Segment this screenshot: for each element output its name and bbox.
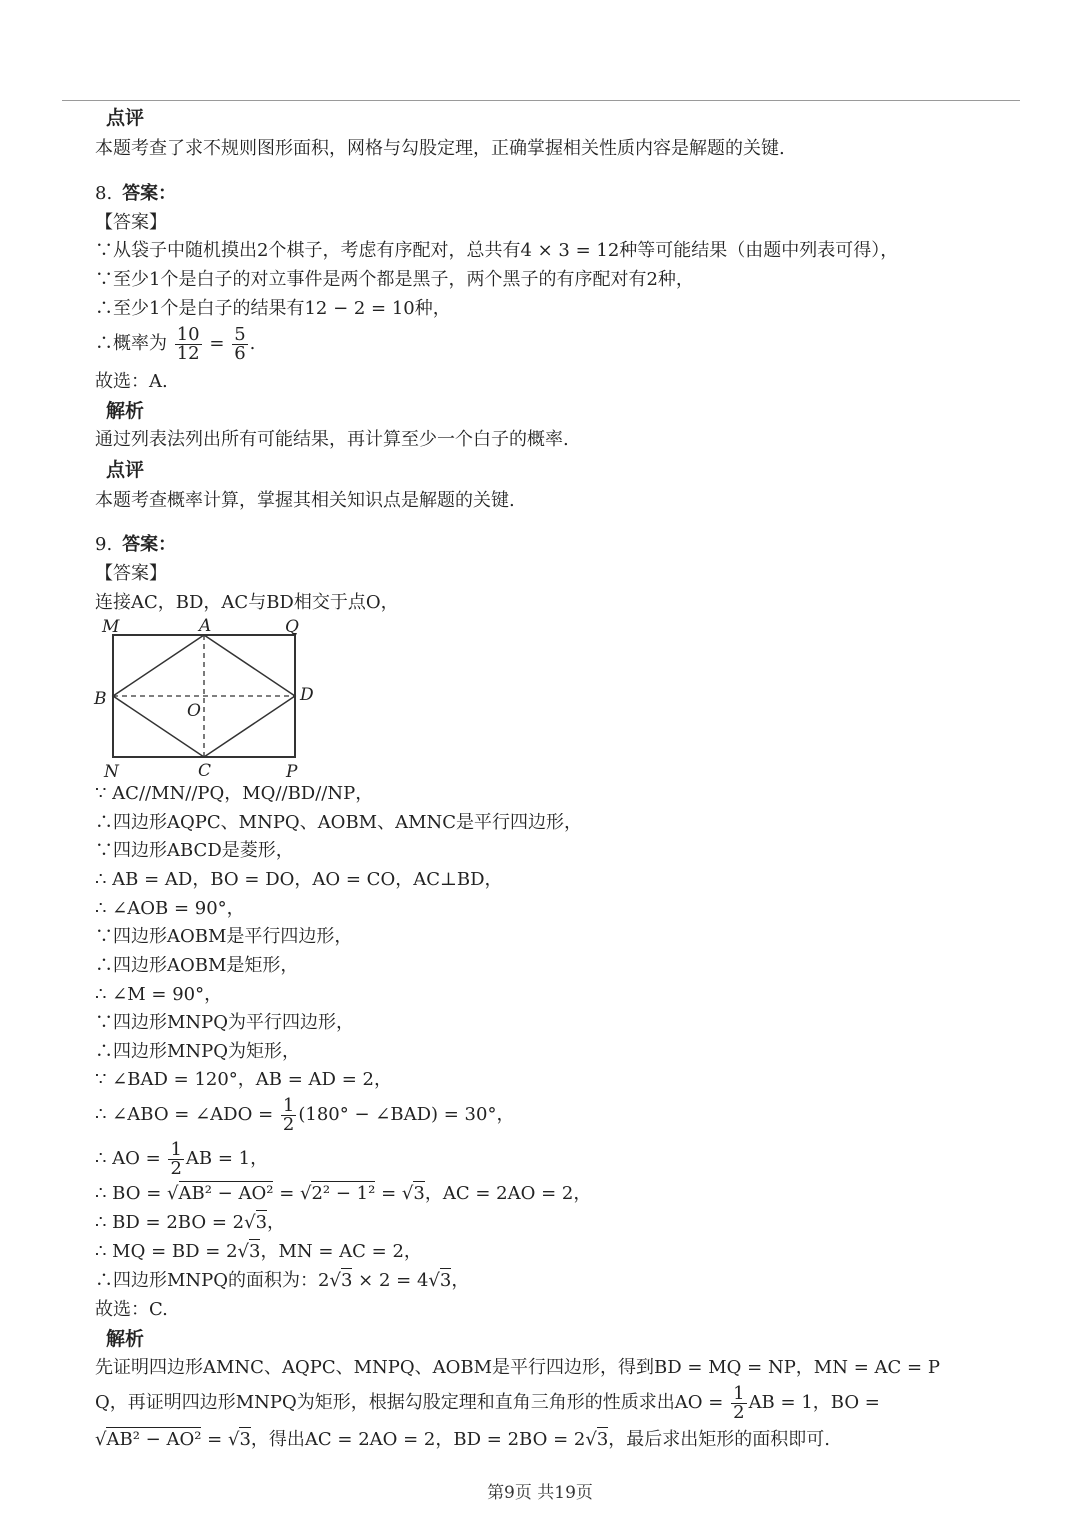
q9-bd-line: ∴ BD = 2BO = 2√3， xyxy=(95,1212,286,1233)
fraction-10-12: $\frac{10}{12}$ xyxy=(176,323,200,364)
label-p: P xyxy=(286,762,298,782)
q9-line-1: ∵ AC//MN//PQ，MQ//BD//NP， xyxy=(95,783,374,804)
fraction-5-6: $\frac{5}{6}$ xyxy=(234,323,246,364)
q8-review-title: 点评 xyxy=(106,459,145,481)
rhombus-figure xyxy=(90,612,330,782)
q9-line-9: ∵四边形MNPQ为平行四边形， xyxy=(95,1012,355,1033)
q9-line-6: ∵四边形AOBM是平行四边形， xyxy=(95,926,353,947)
label-m: M xyxy=(102,617,120,637)
q9-line-4: ∴ AB = AD，BO = DO，AO = CO，AC⊥BD， xyxy=(95,869,503,890)
q9-angle-abo-line: ∴ ∠ABO = ∠ADO = $\frac{1}{2}$ (180° − ∠BAD) = 30°， xyxy=(95,1094,515,1135)
q8-review-text: 本题考查概率计算，掌握其相关知识点是解题的关键. xyxy=(95,490,515,511)
q8-answer-title: 答案： xyxy=(122,183,177,204)
q9-answer-title: 答案： xyxy=(122,534,177,555)
q9-heading xyxy=(95,533,176,557)
q9-line-3: ∵四边形ABCD是菱形， xyxy=(95,840,294,861)
q8-line-4: ∴概率为 $\frac{10}{12}$ = $\frac{5}{6}$ . xyxy=(95,323,256,364)
q9-line-7: ∴四边形AOBM是矩形， xyxy=(95,955,299,976)
label-q: Q xyxy=(285,617,299,637)
q9-mq-line: ∴ MQ = BD = 2√3，MN = AC = 2， xyxy=(95,1241,422,1262)
q9-line-11: ∵ ∠BAD = 120°，AB = AD = 2， xyxy=(95,1069,392,1090)
q9-ao-line: ∴ AO = $\frac{1}{2}$ AB = 1， xyxy=(95,1138,269,1179)
q8-choice: 故选：A. xyxy=(95,371,168,392)
q9-line-10: ∴四边形MNPQ为矩形， xyxy=(95,1041,301,1062)
q7-review-text: 本题考查了求不规则图形面积，网格与勾股定理，正确掌握相关性质内容是解题的关键. xyxy=(95,138,785,159)
label-a: A xyxy=(199,616,212,636)
q9-connect-line: 连接AC，BD，AC与BD相交于点O， xyxy=(95,592,399,613)
q8-probability-label: ∴概率为 xyxy=(95,333,167,354)
label-b: B xyxy=(94,689,107,709)
q9-line-2: ∴四边形AQPC、MNPQ、AOBM、AMNC是平行四边形， xyxy=(95,812,583,833)
label-n: N xyxy=(104,762,119,782)
label-d: D xyxy=(300,685,314,705)
q9-analysis-title: 解析 xyxy=(106,1328,145,1350)
q8-number: 8. xyxy=(95,183,113,204)
q9-analysis-line-3: √AB² − AO² = √3，得出AC = 2AO = 2，BD = 2BO = 2√3，最后求出矩形的面积即可. xyxy=(95,1429,830,1450)
q9-area-line: ∴四边形MNPQ的面积为：2√3 × 2 = 4√3， xyxy=(95,1270,470,1291)
fraction-one-half: $\frac{1}{2}$ xyxy=(282,1094,295,1135)
q9-answer-tag: 【答案】 xyxy=(95,563,167,584)
q8-line-2: ∵至少1个是白子的对立事件是两个都是黑子，两个黑子的有序配对有2种， xyxy=(95,269,694,290)
q7-review-title: 点评 xyxy=(106,107,145,129)
label-o: O xyxy=(187,701,201,721)
q8-line-1: ∵从袋子中随机摸出2个棋子，考虑有序配对，总共有4 × 3 = 12种等可能结果（由题中列表可得）， xyxy=(95,240,899,261)
q9-choice: 故选：C. xyxy=(95,1299,168,1320)
q8-answer-tag: 【答案】 xyxy=(95,212,167,233)
q9-bo-line: ∴ BO = √AB² − AO² = √2² − 1² = √3，AC = 2AO = 2， xyxy=(95,1183,592,1204)
q9-analysis-line-2: Q，再证明四边形MNPQ为矩形，根据勾股定理和直角三角形的性质求出AO = $\frac{1}{2}$ AB = 1，BO = xyxy=(95,1382,880,1423)
q9-number: 9. xyxy=(95,534,113,555)
fraction-one-half: $\frac{1}{2}$ xyxy=(170,1138,182,1179)
q8-analysis-text: 通过列表法列出所有可能结果，再计算至少一个白子的概率. xyxy=(95,429,569,450)
fraction-one-half: $\frac{1}{2}$ xyxy=(733,1382,745,1423)
label-c: C xyxy=(198,761,212,781)
q9-line-8: ∴ ∠M = 90°， xyxy=(95,984,223,1005)
q9-line-5: ∴ ∠AOB = 90°， xyxy=(95,898,245,919)
q8-line-3: ∴至少1个是白子的结果有12 − 2 = 10种， xyxy=(95,298,451,319)
q9-analysis-line-1: 先证明四边形AMNC、AQPC、MNPQ、AOBM是平行四边形，得到BD = MQ = NP，MN = AC = P xyxy=(95,1357,940,1378)
page-footer: 第9页 共19页 xyxy=(487,1483,593,1503)
header-rule xyxy=(62,100,1020,101)
q8-heading xyxy=(95,182,176,206)
q8-analysis-title: 解析 xyxy=(106,400,145,422)
